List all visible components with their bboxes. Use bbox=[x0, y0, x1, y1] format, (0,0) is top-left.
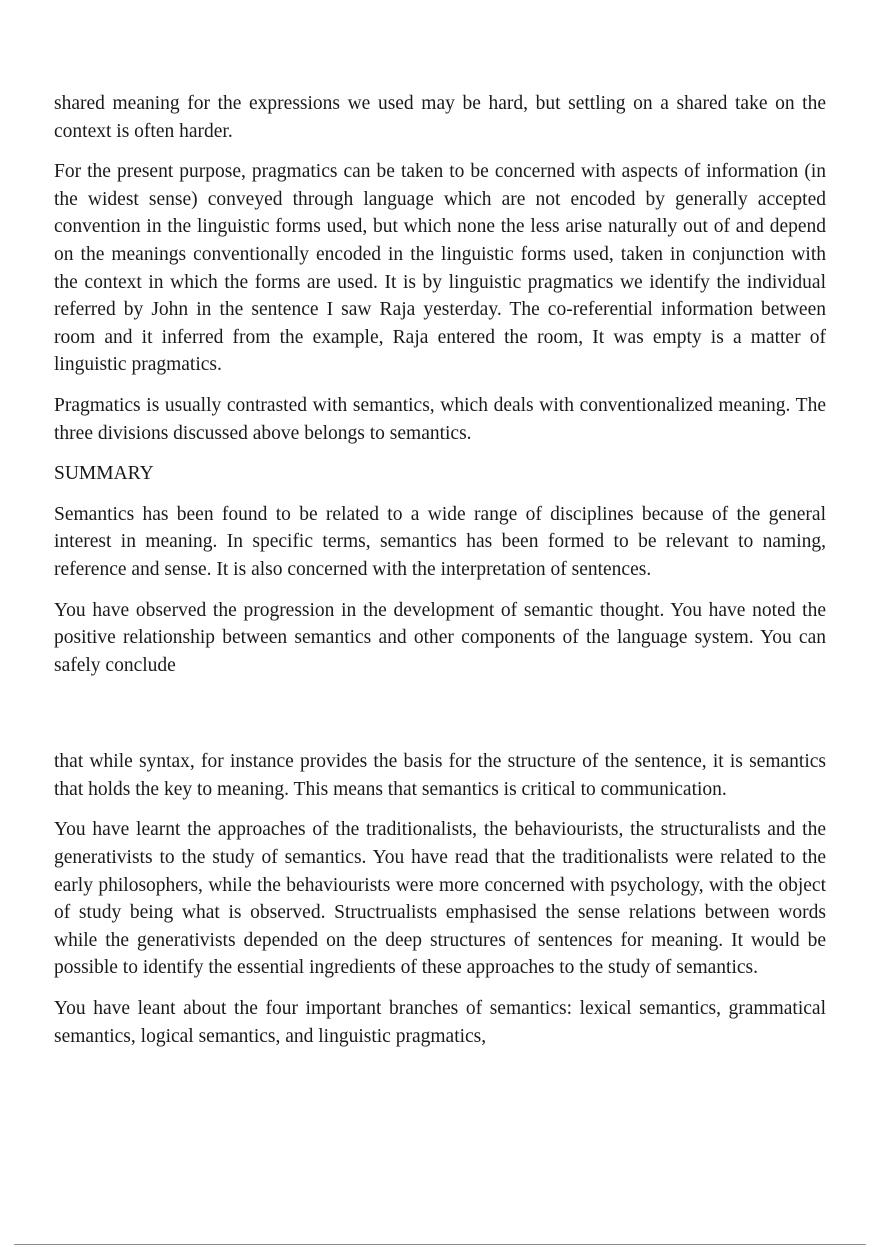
paragraph-pragmatics-contrast: Pragmatics is usually contrasted with semantics, which deals with conventionalized meaning. The three divisions discussed above belongs to semantics. bbox=[54, 394, 826, 444]
document-page bbox=[54, 90, 826, 1063]
paragraph-shared-meaning: shared meaning for the expressions we used may be hard, but settling on a shared take on the context is often harder. bbox=[54, 93, 826, 142]
paragraph-approaches: You have learnt the approaches of the traditionalists, the behaviourists, the structuralists and the generativists to the study of semantics. You have read that the traditionalists were related to the early philosophers, while the behaviourists were more concerned with psychology, with the object of study being what is observed. Structrualists emphasised the sense relations between words while the generativists depended on the deep structures of sentences for meaning. It would be possible to identify the essential ingredients of these approaches to the study of semantics. bbox=[54, 819, 826, 979]
summary-heading: SUMMARY bbox=[54, 463, 154, 485]
paragraph-syntax-semantics: that while syntax, for instance provides the basis for the structure of the sentence, it is semantics that holds the key to meaning. This means that semantics is critical to communication. bbox=[54, 751, 826, 800]
page-break-gap bbox=[54, 692, 826, 748]
paragraph-summary-disciplines: Semantics has been found to be related to a wide range of disciplines because of the general interest in meaning. In specific terms, semantics has been formed to be relevant to naming, reference and sense. It is also concerned with the interpretation of sentences. bbox=[54, 503, 826, 580]
paragraph-summary-progression: You have observed the progression in the development of semantic thought. You have noted the positive relationship between semantics and other components of the language system. You can safely conclude bbox=[54, 599, 826, 676]
paragraph-pragmatics-definition: For the present purpose, pragmatics can be taken to be concerned with aspects of information (in the widest sense) conveyed through language which are not encoded by generally accepted convention in the linguistic forms used, but which none the less arise naturally out of and depend on the meanings conventionally encoded in the linguistic forms used, taken in conjunction with the context in which the forms are used. It is by linguistic pragmatics we identify the individual referred by John in the sentence I saw Raja yesterday. The co-referential information between room and it inferred from the example, Raja entered the room, It was empty is a matter of linguistic pragmatics. bbox=[54, 161, 826, 376]
footer-divider bbox=[14, 1244, 866, 1245]
paragraph-branches: You have leant about the four important branches of semantics: lexical semantics, grammatical semantics, logical semantics, and linguistic pragmatics, bbox=[54, 998, 826, 1047]
